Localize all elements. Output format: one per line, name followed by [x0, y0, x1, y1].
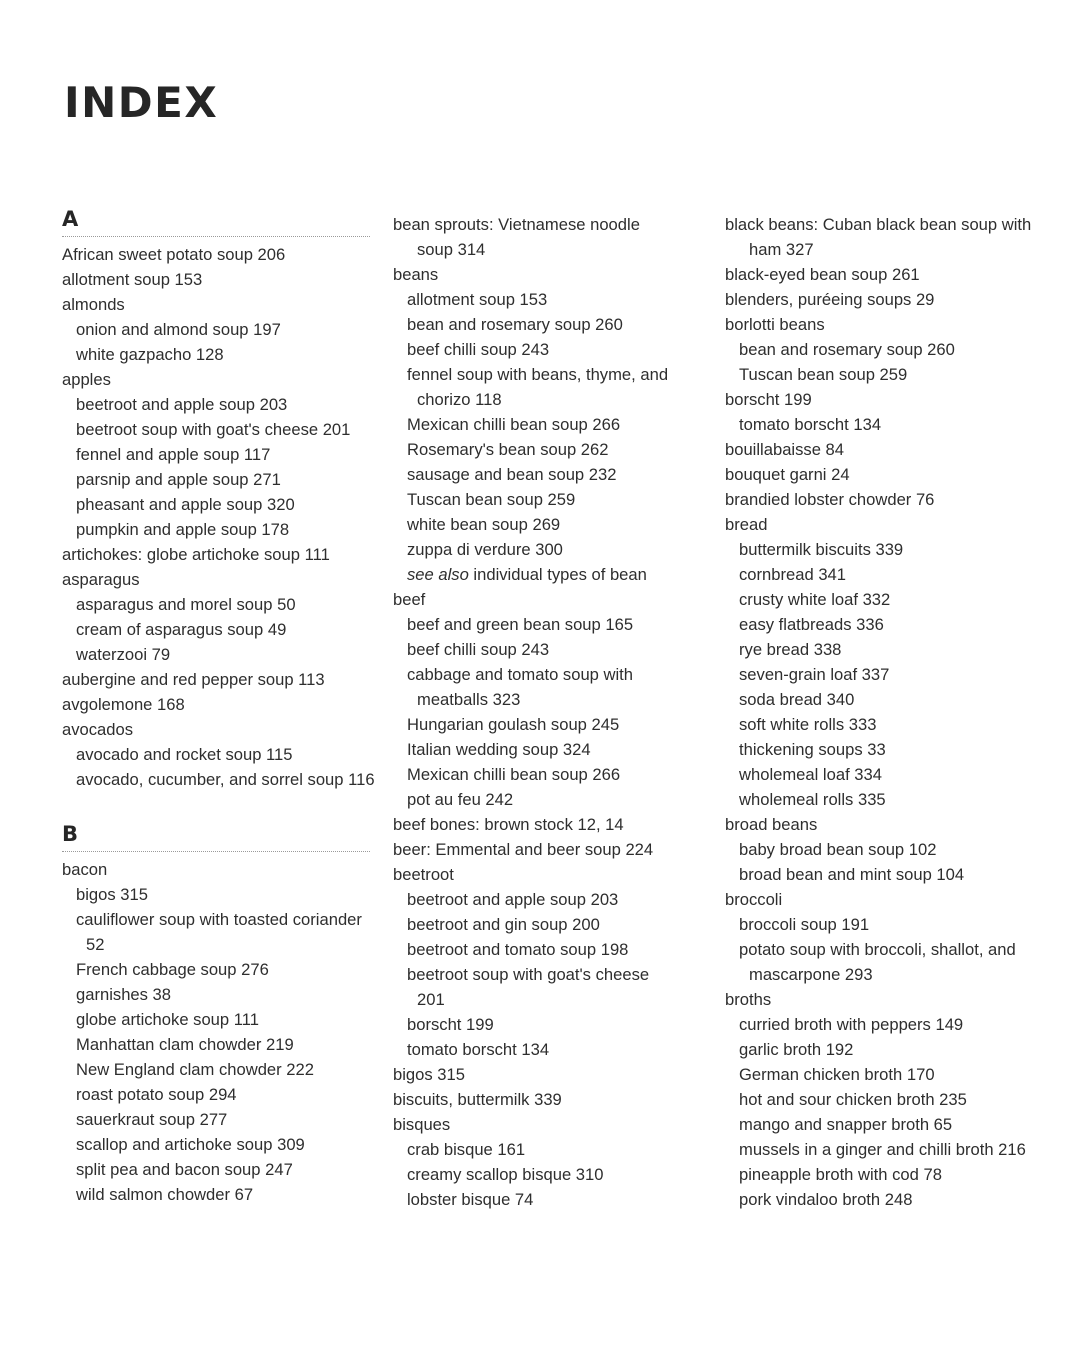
index-entry: avocados — [62, 720, 134, 739]
index-subentry: beetroot and apple soup 203 — [407, 890, 619, 909]
index-subentry: New England clam chowder 222 — [76, 1060, 314, 1079]
index-subentry: beetroot soup with goat's cheese — [407, 965, 650, 984]
index-subentry: easy flatbreads 336 — [739, 615, 884, 634]
index-column-1 — [62, 206, 375, 1207]
index-subentry: Mexican chilli bean soup 266 — [407, 415, 621, 434]
index-entry: asparagus — [62, 570, 140, 589]
index-subentry: Italian wedding soup 324 — [407, 740, 591, 759]
index-entry: allotment soup 153 — [62, 270, 203, 289]
index-entry: black-eyed bean soup 261 — [725, 265, 920, 284]
index-subentry: potato soup with broccoli, shallot, and — [739, 940, 1016, 959]
index-subentry: mango and snapper broth 65 — [739, 1115, 953, 1134]
index-entry: bigos 315 — [393, 1065, 465, 1084]
index-subentry: soft white rolls 333 — [739, 715, 877, 734]
index-subentry: avocado and rocket soup 115 — [76, 745, 293, 764]
index-subentry: tomato borscht 134 — [739, 415, 882, 434]
index-entry: beans — [393, 265, 439, 284]
index-subentry: asparagus and morel soup 50 — [76, 595, 296, 614]
index-subentry: pheasant and apple soup 320 — [76, 495, 295, 514]
see-also-target: individual types of bean — [473, 565, 647, 584]
index-entry: aubergine and red pepper soup 113 — [62, 670, 325, 689]
index-subentry: crab bisque 161 — [407, 1140, 526, 1159]
index-subentry: zuppa di verdure 300 — [407, 540, 563, 559]
index-column-2 — [393, 212, 693, 1212]
index-entry: blenders, puréeing soups 29 — [725, 290, 935, 309]
index-subentry: wild salmon chowder 67 — [76, 1185, 254, 1204]
section-header-a — [62, 206, 372, 237]
index-subentry: sausage and bean soup 232 — [407, 465, 617, 484]
index-subentry: cornbread 341 — [739, 565, 847, 584]
index-entry: apples — [62, 370, 111, 389]
section-header-b — [62, 821, 372, 852]
index-entry: brandied lobster chowder 76 — [725, 490, 935, 509]
index-subentry: roast potato soup 294 — [76, 1085, 237, 1104]
section-divider — [62, 851, 370, 852]
index-entry-continuation: ham 327 — [749, 240, 814, 259]
index-subentry: Hungarian goulash soup 245 — [407, 715, 620, 734]
index-subentry: allotment soup 153 — [407, 290, 548, 309]
index-subentry: beetroot and apple soup 203 — [76, 395, 288, 414]
index-subentry: Rosemary's bean soup 262 — [407, 440, 609, 459]
index-subentry: beetroot and tomato soup 198 — [407, 940, 629, 959]
index-entry-continuation: chorizo 118 — [417, 390, 502, 409]
index-subentry: broad bean and mint soup 104 — [739, 865, 965, 884]
index-subentry: mussels in a ginger and chilli broth 216 — [739, 1140, 1026, 1159]
index-entry: bisques — [393, 1115, 451, 1134]
index-subentry: tomato borscht 134 — [407, 1040, 550, 1059]
index-subentry: onion and almond soup 197 — [76, 320, 281, 339]
index-entry: biscuits, buttermilk 339 — [393, 1090, 562, 1109]
index-entry: bread — [725, 515, 768, 534]
index-subentry: bean and rosemary soup 260 — [407, 315, 623, 334]
index-subentry: Manhattan clam chowder 219 — [76, 1035, 294, 1054]
index-entry: artichokes: globe artichoke soup 111 — [62, 545, 330, 564]
index-subentry: wholemeal loaf 334 — [739, 765, 882, 784]
index-subentry: split pea and bacon soup 247 — [76, 1160, 293, 1179]
see-also-label: see also — [407, 565, 474, 584]
index-subentry: cauliflower soup with toasted coriander — [76, 910, 362, 929]
index-subentry: bigos 315 — [76, 885, 148, 904]
index-subentry: beef chilli soup 243 — [407, 640, 550, 659]
index-entry: beetroot — [393, 865, 454, 884]
index-subentry: rye bread 338 — [739, 640, 842, 659]
index-subentry: hot and sour chicken broth 235 — [739, 1090, 967, 1109]
index-entry: bean sprouts: Vietnamese noodle — [393, 215, 640, 234]
index-subentry: garnishes 38 — [76, 985, 172, 1004]
index-subentry: broccoli soup 191 — [739, 915, 870, 934]
index-entry: beef — [393, 590, 426, 609]
index-entry: borscht 199 — [725, 390, 812, 409]
index-subentry: waterzooi 79 — [76, 645, 171, 664]
index-entry-continuation: meatballs 323 — [417, 690, 521, 709]
index-entry-continuation: mascarpone 293 — [749, 965, 873, 984]
index-entry: beef bones: brown stock 12, 14 — [393, 815, 624, 834]
index-subentry: French cabbage soup 276 — [76, 960, 269, 979]
index-entry: broad beans — [725, 815, 818, 834]
index-subentry: buttermilk biscuits 339 — [739, 540, 904, 559]
index-subentry: Tuscan bean soup 259 — [739, 365, 908, 384]
index-subentry: wholemeal rolls 335 — [739, 790, 886, 809]
index-subentry: cabbage and tomato soup with — [407, 665, 634, 684]
index-entry: borlotti beans — [725, 315, 825, 334]
index-subentry: pineapple broth with cod 78 — [739, 1165, 942, 1184]
index-subentry: garlic broth 192 — [739, 1040, 854, 1059]
index-subentry: soda bread 340 — [739, 690, 855, 709]
index-subentry: Tuscan bean soup 259 — [407, 490, 576, 509]
index-subentry: curried broth with peppers 149 — [739, 1015, 964, 1034]
index-column-3 — [725, 212, 1045, 1212]
index-subentry: bean and rosemary soup 260 — [739, 340, 955, 359]
index-entry: African sweet potato soup 206 — [62, 245, 286, 264]
page-title: INDEX — [64, 78, 219, 127]
index-subentry: white gazpacho 128 — [76, 345, 224, 364]
index-entry-continuation: soup 314 — [417, 240, 486, 259]
index-subentry: scallop and artichoke soup 309 — [76, 1135, 305, 1154]
section-letter: A — [62, 207, 79, 231]
index-subentry: beef chilli soup 243 — [407, 340, 550, 359]
section-letter: B — [62, 822, 79, 846]
index-subentry: thickening soups 33 — [739, 740, 886, 759]
index-subentry: creamy scallop bisque 310 — [407, 1165, 604, 1184]
index-subentry: Mexican chilli bean soup 266 — [407, 765, 621, 784]
index-entry: bacon — [62, 860, 108, 879]
index-entry: black beans: Cuban black bean soup with — [725, 215, 1032, 234]
index-entry-continuation: 201 — [417, 990, 445, 1009]
index-subentry: beetroot soup with goat's cheese 201 — [76, 420, 351, 439]
index-subentry: crusty white loaf 332 — [739, 590, 891, 609]
index-entry: beer: Emmental and beer soup 224 — [393, 840, 654, 859]
index-subentry: lobster bisque 74 — [407, 1190, 534, 1209]
index-subentry: pot au feu 242 — [407, 790, 514, 809]
index-entry: almonds — [62, 295, 125, 314]
index-entry: avgolemone 168 — [62, 695, 185, 714]
index-entry-continuation: 52 — [86, 935, 105, 954]
index-subentry: fennel soup with beans, thyme, and — [407, 365, 669, 384]
section-divider — [62, 236, 370, 237]
index-subentry: borscht 199 — [407, 1015, 494, 1034]
index-subentry: parsnip and apple soup 271 — [76, 470, 281, 489]
index-subentry — [393, 562, 693, 587]
index-subentry: globe artichoke soup 111 — [76, 1010, 259, 1029]
index-entry: bouillabaisse 84 — [725, 440, 845, 459]
index-subentry: beef and green bean soup 165 — [407, 615, 634, 634]
index-subentry: baby broad bean soup 102 — [739, 840, 937, 859]
index-subentry: German chicken broth 170 — [739, 1065, 935, 1084]
index-entry: bouquet garni 24 — [725, 465, 850, 484]
index-entry: broccoli — [725, 890, 783, 909]
index-subentry: avocado, cucumber, and sorrel soup 116 — [76, 770, 375, 789]
index-subentry: beetroot and gin soup 200 — [407, 915, 600, 934]
index-subentry: pork vindaloo broth 248 — [739, 1190, 913, 1209]
index-subentry: seven-grain loaf 337 — [739, 665, 890, 684]
index-subentry: pumpkin and apple soup 178 — [76, 520, 290, 539]
index-subentry: fennel and apple soup 117 — [76, 445, 271, 464]
index-subentry: white bean soup 269 — [407, 515, 561, 534]
index-entry: broths — [725, 990, 772, 1009]
index-subentry: cream of asparagus soup 49 — [76, 620, 287, 639]
index-subentry: sauerkraut soup 277 — [76, 1110, 228, 1129]
